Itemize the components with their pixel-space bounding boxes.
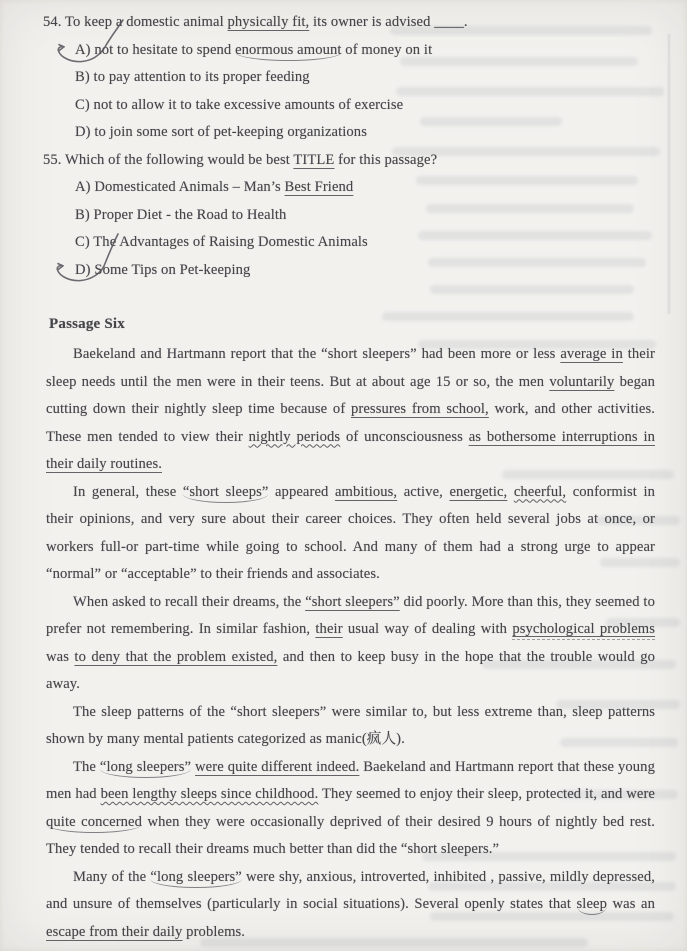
text-segment: of money on it: [341, 41, 433, 58]
underlined-text: pressures from school,: [350, 401, 489, 417]
text-segment: D) Some Tips on Pet-keeping: [75, 261, 251, 278]
underlined-text: to deny that the problem existed,: [74, 648, 278, 665]
text-segment: 54. To keep a domestic animal: [43, 14, 228, 30]
text-segment: A) Domesticated Animals – Man’s: [75, 179, 285, 195]
text-segment: of unconsciousness: [340, 428, 469, 445]
question-55-stem: [43, 147, 661, 175]
text-segment: B) Proper Diet - the Road to Health: [75, 206, 287, 223]
question-54-option-a: [75, 37, 661, 65]
passage-heading: Passage Six: [49, 316, 125, 332]
underlined-text: sleep: [577, 896, 608, 915]
question-55: [43, 147, 661, 285]
underlined-text: cheerful,: [513, 483, 567, 500]
text-segment: A) not to hesitate to spend: [75, 41, 236, 58]
question-54-stem: [43, 9, 661, 37]
question-55-option-a: [75, 174, 661, 202]
passage-section: [46, 310, 655, 946]
question-54-options: [43, 37, 661, 147]
question-54-option-b: [75, 64, 661, 92]
underlined-text: enormous amount: [235, 42, 341, 61]
question-55-option-c: [75, 229, 661, 257]
underlined-text: as bothersome interruptions in their daily routines.: [46, 428, 655, 472]
underlined-text: ambitious,: [334, 483, 398, 500]
page-crease: [668, 34, 670, 314]
text-segment: Many of the: [73, 868, 151, 885]
question-54-option-d: [75, 119, 661, 147]
passage-paragraph-3: [46, 589, 655, 699]
underlined-text: Best Friend: [284, 179, 354, 195]
text-segment: D) to join some sort of pet-keeping organizations: [75, 124, 367, 140]
underlined-text: TITLE: [293, 151, 335, 168]
underlined-text: average in: [560, 346, 623, 362]
text-segment: and then to keep busy in the hope that the trouble would go away.: [46, 648, 655, 692]
passage-paragraph-6: [46, 864, 655, 947]
text-segment: was an: [607, 896, 655, 912]
underlined-text: “long sleepers”: [150, 869, 241, 888]
questions-section: [43, 9, 661, 284]
question-54: [43, 9, 661, 147]
text-segment: began cutting down their nightly sleep time because of: [46, 373, 655, 417]
underlined-text: quite concerned: [46, 814, 142, 833]
text-segment: problems.: [182, 923, 246, 940]
underlined-text: been lengthy sleeps since childhood.: [100, 786, 319, 802]
bleed-through-line: [430, 285, 634, 294]
question-55-option-d: [75, 257, 661, 285]
underlined-text: “long sleepers”: [100, 759, 191, 778]
underlined-text: nightly periods: [248, 428, 341, 445]
text-segment: their sleep needs until the men were in their teens. But at about age 15 or so, the men: [46, 346, 655, 390]
text-segment: C) The Advantages of Raising Domestic Animals: [75, 234, 368, 250]
text-segment: appeared: [268, 483, 335, 500]
text-segment: B) to pay attention to its proper feeding: [75, 69, 310, 85]
underlined-text: energetic,: [449, 483, 508, 500]
text-segment: The: [73, 758, 100, 775]
text-segment: was: [46, 648, 75, 665]
underlined-text: were quite different indeed.: [195, 758, 360, 775]
passage-paragraph-1: [46, 341, 655, 479]
underlined-text: “short sleeps”: [183, 484, 269, 503]
text-segment: when they were occasionally deprived of their desired 9 hours of nightly bed rest. They tended to recall their dreams much better than did the “short sleepers.”: [46, 813, 655, 857]
text-segment: 55. Which of the following would be best: [43, 151, 294, 168]
underlined-text: escape from their daily: [46, 923, 183, 940]
text-segment: In general, these: [73, 483, 183, 500]
text-segment: Baekeland and Hartmann report that the “short sleepers” had been more or less: [73, 346, 561, 362]
text-segment: did poorly. More than this, they seemed to prefer not remembering. In similar fashion,: [46, 593, 655, 637]
text-segment: The sleep patterns of the “short sleepers” were similar to, but less extreme than, sleep patterns shown by many mental patients categorized as manic(疯人).: [46, 703, 655, 747]
underlined-text: psychological problems: [512, 621, 655, 640]
text-segment: C) not to allow it to take excessive amounts of exercise: [75, 96, 404, 113]
passage-paragraph-2: [46, 479, 655, 589]
underlined-text: voluntarily: [549, 373, 615, 390]
text-segment: work, and other activities. These men tended to view their: [46, 401, 655, 445]
question-55-options: [43, 174, 661, 284]
underlined-text: “short sleepers”: [305, 593, 400, 610]
text-segment: Baekeland and Hartmann report that these young men had: [46, 758, 655, 802]
text-segment: When asked to recall their dreams, the: [73, 593, 306, 610]
text-segment: usual way of dealing with: [342, 621, 513, 637]
underlined-text: their: [315, 621, 343, 637]
passage-paragraph-4: [46, 699, 655, 754]
underlined-text: physically fit,: [227, 14, 310, 30]
passage-paragraph-5: [46, 754, 655, 864]
text-segment: for this passage?: [334, 151, 438, 168]
question-54-option-c: [75, 92, 661, 120]
text-segment: were shy, anxious, introverted, inhibited , passive, mildly depressed, and unsure of themselves (particularly in social situations). Several openly states that: [46, 868, 655, 912]
text-segment: conformist in their opinions, and very sure about their career choices. They often held several jobs at once, or workers full-or part-time while going to school. And many of them had a strong urge to appear “normal” or “acceptable” to their friends and associates.: [46, 483, 656, 582]
question-55-option-b: [75, 202, 661, 230]
text-segment: They seemed to enjoy their sleep, protected it, and were: [318, 786, 656, 802]
text-segment: active,: [397, 483, 450, 500]
text-segment: its owner is advised ____.: [309, 14, 468, 30]
